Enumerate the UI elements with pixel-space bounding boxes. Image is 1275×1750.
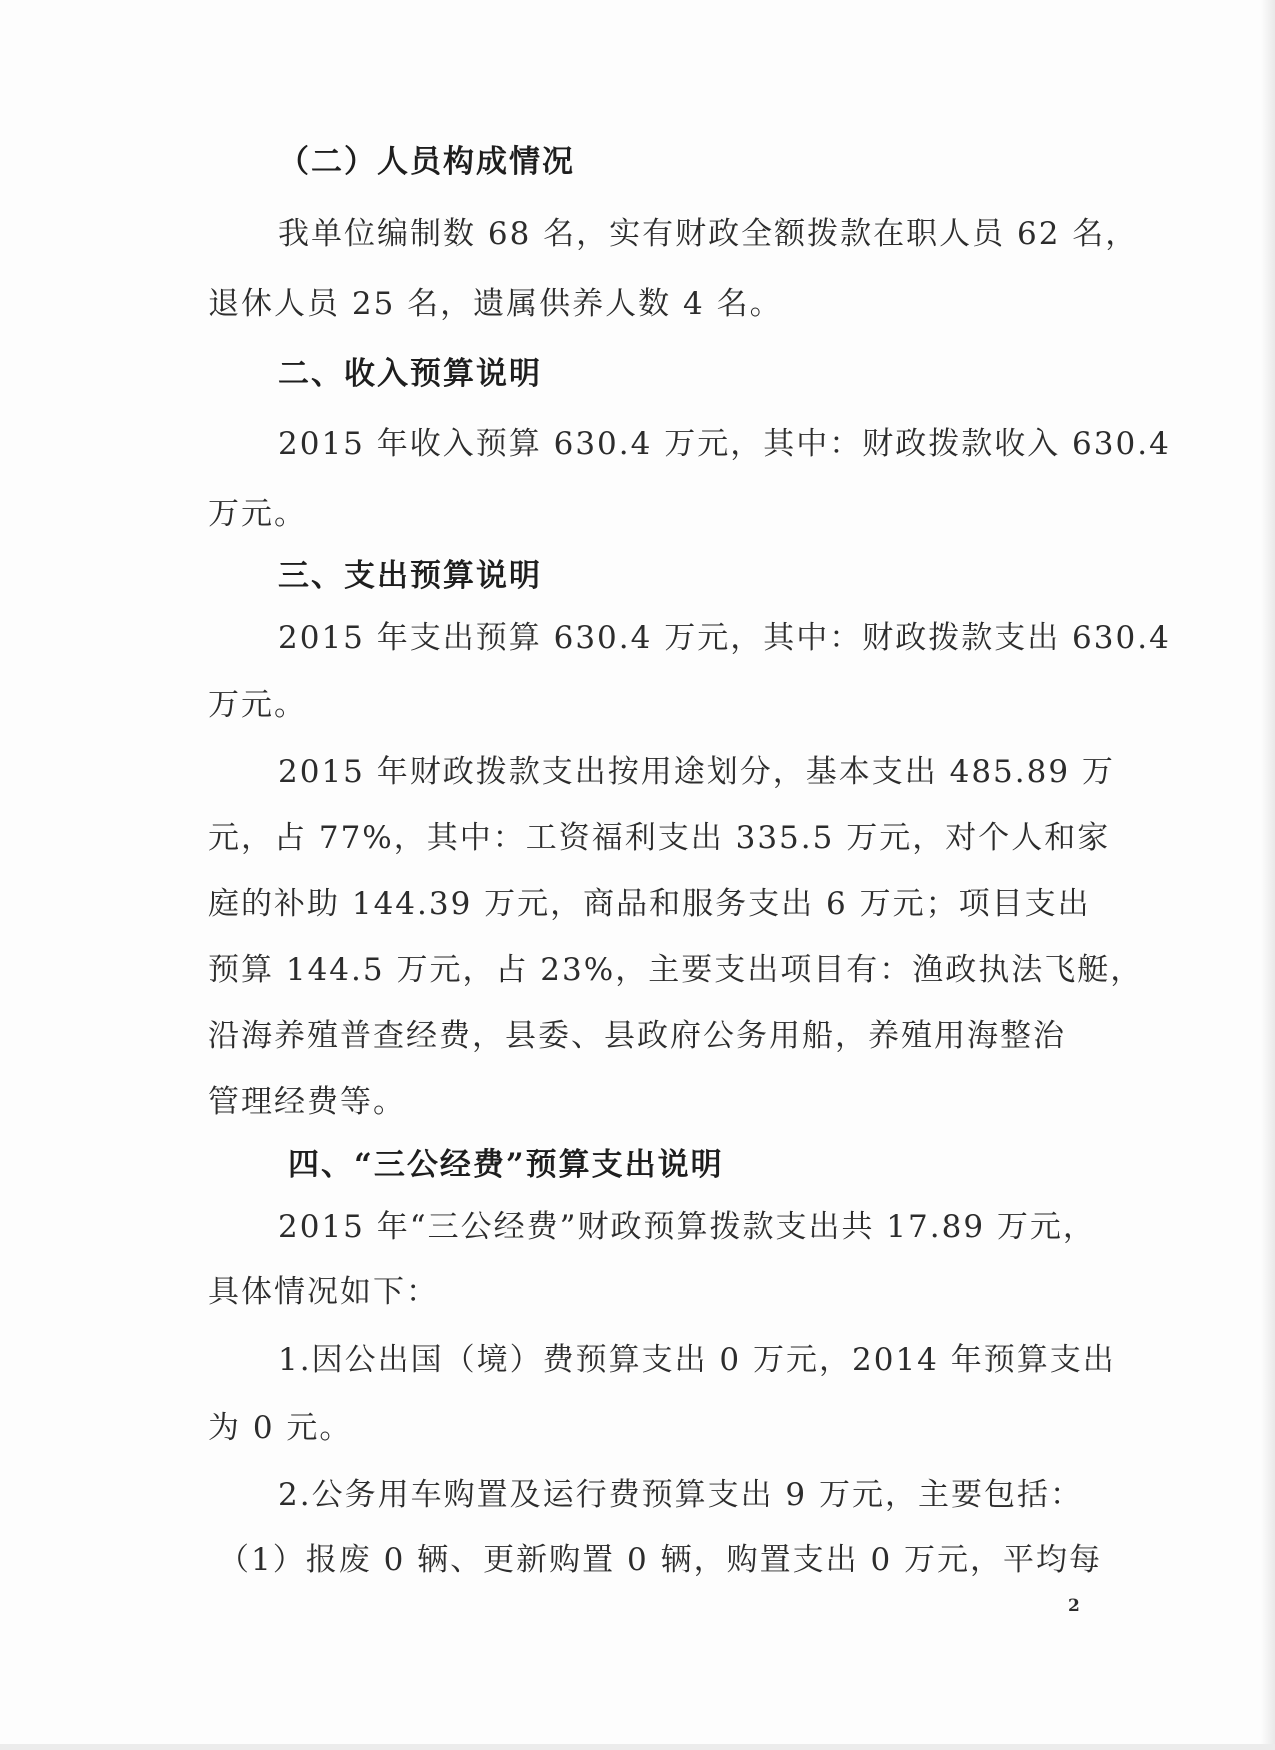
- paragraph-line: 沿海养殖普查经费，县委、县政府公务用船，养殖用海整治: [208, 1018, 1066, 1054]
- paragraph-line: 2015 年财政拨款支出按用途划分，基本支出 485.89 万: [278, 754, 1115, 790]
- paragraph-line: （1）报废 0 辆、更新购置 0 辆，购置支出 0 万元，平均每: [218, 1542, 1103, 1578]
- heading-three-public-expenses: 四、“三公经费”预算支出说明: [288, 1147, 724, 1183]
- paragraph-line: 具体情况如下：: [208, 1274, 439, 1310]
- heading-expenditure-budget: 三、支出预算说明: [278, 558, 542, 594]
- paragraph-line: 2015 年收入预算 630.4 万元，其中：财政拨款收入 630.4: [278, 426, 1171, 462]
- paragraph-line: 元，占 77%，其中：工资福利支出 335.5 万元，对个人和家: [208, 820, 1111, 856]
- paragraph-line: 2015 年支出预算 630.4 万元，其中：财政拨款支出 630.4: [278, 620, 1171, 656]
- scan-edge-bottom: [0, 1744, 1275, 1750]
- heading-income-budget: 二、收入预算说明: [278, 356, 542, 392]
- paragraph-line: 万元。: [208, 496, 307, 532]
- paragraph-line: 为 0 元。: [208, 1410, 353, 1446]
- scan-edge-right: [1261, 0, 1275, 1750]
- paragraph-line: 我单位编制数 68 名，实有财政全额拨款在职人员 62 名，: [278, 216, 1139, 252]
- paragraph-line: 退休人员 25 名，遗属供养人数 4 名。: [208, 286, 783, 322]
- page-number: 2: [1068, 1596, 1080, 1616]
- paragraph-line: 管理经费等。: [208, 1084, 406, 1120]
- paragraph-line: 2.公务用车购置及运行费预算支出 9 万元，主要包括：: [278, 1477, 1084, 1513]
- paragraph-line: 1.因公出国（境）费预算支出 0 万元，2014 年预算支出: [278, 1342, 1116, 1378]
- paragraph-line: 预算 144.5 万元，占 23%，主要支出项目有：渔政执法飞艇，: [208, 952, 1144, 988]
- paragraph-line: 万元。: [208, 687, 307, 723]
- paragraph-line: 2015 年“三公经费”财政预算拨款支出共 17.89 万元，: [278, 1209, 1096, 1245]
- paragraph-line: 庭的补助 144.39 万元，商品和服务支出 6 万元；项目支出: [208, 886, 1091, 922]
- heading-personnel: （二）人员构成情况: [278, 144, 575, 180]
